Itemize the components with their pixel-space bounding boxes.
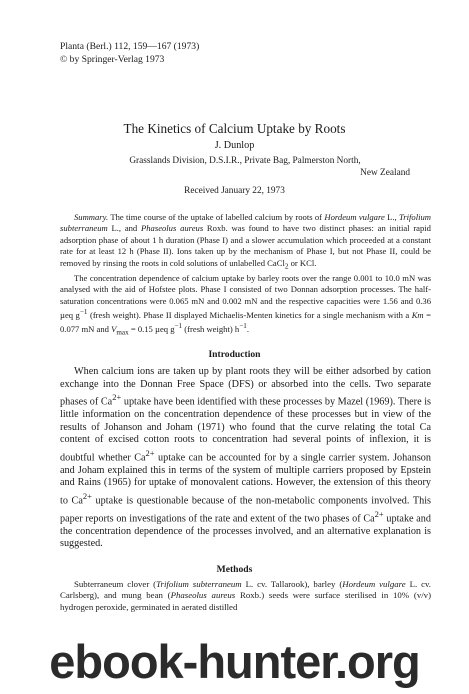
methods-paragraph: Subterraneum clover (Trifolium subterraneum L. cv. Tallarook), barley (Hordeum vulgare L. cv. Carlsberg), and mung bean (Phaseolus aureus Roxb.) seeds were surface sterilised in 10% (v/v) hydrogen peroxide, germinated in aerated distilled — [60, 579, 432, 612]
summary-paragraph-1: Summary. The time course of the uptake of labelled calcium by roots of Hordeum vulgare L., Trifolium subterraneum L., and Phaseolus aureus Roxb. was found to have two distinct phases: an initial rapid adsorption phase of about 1 h duration (Phase I) and a slower accumulation which proceeded at a constant rate for at least 12 h (Phase II). Ions taken up by the mechanism of Phase I, but not Phase II, could be removed by rinsing the roots in cold solutions of unlabelled CaCl$_2$ or KCl. — [60, 212, 431, 271]
introduction-paragraph: When calcium ions are taken up by plant roots they will be either adsorbed by cation exchange into the Donnan Free Space (DFS) or absorbed into the cells. Two separate phases of $Ca^{2+}$ uptake have been identified with these processes by Mazel (1969). There is little information on the concentration dependence of these processes but in view of the results of Johanson and Joham (1971) who found that the curve relating the total Ca content of excised cotton roots to concentration had several points of inflexion, it is doubtful whether $Ca^{2+}$ uptake can be accounted for by a single carrier system. Johanson and Joham explained this in terms of the system of multiple carriers proposed by Epstein and Rains (1965) for uptake of monovalent cations. However, the extension of this theory to $Ca^{2+}$ uptake is questionable because of the non-metabolic components involved. This paper reports on investigations of the rate and extent of the two phases of $Ca^{2+}$ uptake and the concentration dependence of the processes involved, and an alternative explanation is suggested. — [60, 366, 431, 550]
journal-line: Planta (Berl.) 112, 159—167 (1973) — [60, 41, 200, 52]
summary-section — [60, 212, 431, 339]
summary-label: Summary. — [74, 212, 109, 222]
paper-title: The Kinetics of Calcium Uptake by Roots — [123, 121, 346, 136]
received-date: Received January 22, 1973 — [184, 186, 285, 196]
affiliation-line-1: Grasslands Division, D.S.I.R., Private Bag, Palmerston North, — [129, 156, 361, 166]
introduction-heading: Introduction — [208, 349, 261, 360]
methods-body — [60, 579, 431, 613]
watermark-logo — [0, 632, 469, 694]
watermark-text: ebook-hunter.org — [49, 635, 420, 688]
methods-heading: Methods — [216, 564, 253, 575]
author-name: J. Dunlop — [214, 140, 255, 151]
affiliation-line-2: New Zealand — [360, 168, 410, 179]
journal-citation — [60, 41, 199, 66]
introduction-body — [60, 366, 431, 551]
copyright-line: © by Springer-Verlag 1973 — [60, 53, 165, 65]
summary-paragraph-2: The concentration dependence of calcium uptake by barley roots over the range 0.001 to 10.0 mN was analysed with the aid of Hofstee plots. Phase I consisted of two Donnan adsorption processes. The half-saturation concentrations were 0.065 mN and 0.002 mN and the respective capacities were 1.56 and 0.36 µeq $g^{-1}$ (fresh weight). Phase II displayed Michaelis-Menten kinetics for a single mechanism with a Km = 0.077 mN and $V_{max} = 0.15$ µeq $g^{-1}$ (fresh weight) $h^{-1}$. — [60, 272, 431, 337]
